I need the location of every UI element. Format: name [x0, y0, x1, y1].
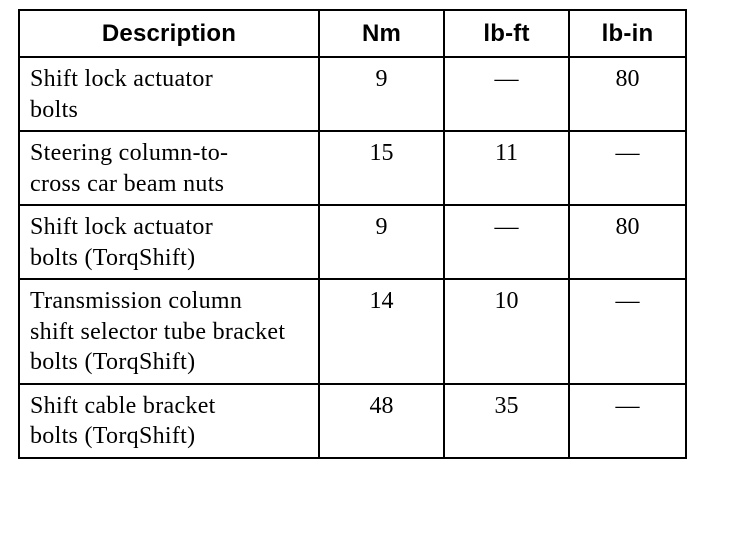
row-nm: 15 [319, 131, 444, 205]
row-nm: 48 [319, 384, 444, 458]
row-lb-ft: — [444, 205, 569, 279]
header-lb-in: lb-in [569, 10, 686, 57]
header-lb-ft: lb-ft [444, 10, 569, 57]
row-nm: 9 [319, 57, 444, 131]
header-nm: Nm [319, 10, 444, 57]
row-lb-ft: — [444, 57, 569, 131]
row-description-text: Shift cable bracket bolts (TorqShift) [30, 392, 216, 449]
row-description [19, 57, 319, 131]
row-lb-ft: 10 [444, 279, 569, 384]
row-lb-in: 80 [569, 205, 686, 279]
row-nm: 9 [319, 205, 444, 279]
row-description [19, 131, 319, 205]
row-description-text: Shift lock actuator bolts [30, 66, 213, 123]
header-description: Description [19, 10, 319, 57]
row-description [19, 279, 319, 384]
row-description-text: Shift lock actuator bolts (TorqShift) [30, 214, 213, 271]
table-row [19, 57, 686, 131]
row-lb-in: — [569, 384, 686, 458]
row-lb-in: — [569, 131, 686, 205]
row-description-text: Transmission column shift selector tube bracket bolts (TorqShift) [30, 288, 286, 375]
row-description [19, 384, 319, 458]
row-description [19, 205, 319, 279]
table-row [19, 279, 686, 384]
row-lb-in: — [569, 279, 686, 384]
torque-spec-table [18, 9, 687, 459]
row-description-text: Steering column-to-cross car beam nuts [30, 140, 229, 197]
row-lb-in: 80 [569, 57, 686, 131]
table-row [19, 131, 686, 205]
row-lb-ft: 35 [444, 384, 569, 458]
table-row [19, 384, 686, 458]
header-row [19, 10, 686, 57]
row-lb-ft: 11 [444, 131, 569, 205]
row-nm: 14 [319, 279, 444, 384]
table-row [19, 205, 686, 279]
